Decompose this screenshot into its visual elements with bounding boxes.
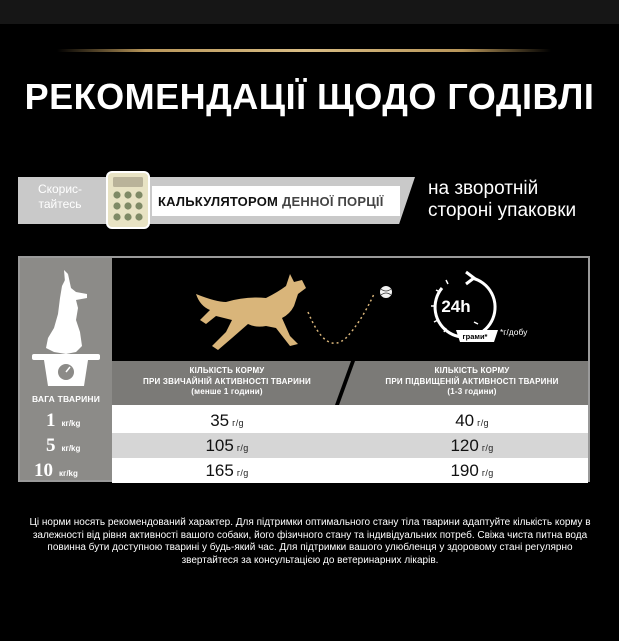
bowl-icon <box>456 330 498 342</box>
normal-header-line-1: КІЛЬКІСТЬ КОРМУ <box>189 366 265 375</box>
normal-value-cell <box>112 408 342 433</box>
calculator-label <box>152 186 400 216</box>
weight-value: 10 <box>34 460 53 481</box>
clock-per-day: *г/добу <box>500 327 528 337</box>
calculator-try-text: Скорис- тайтесь <box>37 182 83 211</box>
weight-unit: кг/kg <box>61 444 81 453</box>
page-title: РЕКОМЕНДАЦІЇ ЩОДО ГОДІВЛІ <box>24 76 595 117</box>
clock-hours: 24h <box>441 297 471 316</box>
weight-row-5 <box>20 433 112 458</box>
weight-row-1 <box>20 408 112 433</box>
ball-icon <box>380 286 392 298</box>
unit-label: г/g <box>481 443 494 453</box>
weight-header: ВАГА ТВАРИНИ <box>31 394 101 404</box>
high-header-line-1: КІЛЬКІСТЬ КОРМУ <box>434 366 510 375</box>
normal-value: 35 <box>210 411 230 430</box>
disclaimer-text: Ці норми носять рекомендований характер. Для підтримки оптимального стану тіла тварини адаптуйте кількість корму в залежності від рівня активності вашого собаки, його фізичного стану та індивідуальних потреб. Свіжа чиста питна вода повинна бути доступною тварині у будь-який час. Для підтримки вашого улюбленця у здоровому стані регулярно звертайтеся за консультацією до ветеринарних лікарів. <box>29 517 591 566</box>
weight-value: 5 <box>46 435 56 456</box>
gold-divider <box>57 49 551 52</box>
weight-value: 1 <box>46 410 56 431</box>
normal-value: 165 <box>205 461 234 480</box>
normal-header-line-3: (менше 1 години) <box>191 387 263 396</box>
high-value-cell <box>356 433 588 458</box>
clock-grams-label: грами* <box>462 332 488 341</box>
high-header-line-2: ПРИ ПІДВИЩЕНІЙ АКТИВНОСТІ ТВАРИНИ <box>385 376 559 386</box>
normal-value: 105 <box>205 436 234 455</box>
normal-header-line-2: ПРИ ЗВИЧАЙНІЙ АКТИВНОСТІ ТВАРИНИ <box>143 376 311 386</box>
high-value: 190 <box>450 461 479 480</box>
scale-icon <box>32 354 100 386</box>
unit-label: г/g <box>232 418 244 428</box>
normal-value-cell <box>112 458 342 483</box>
table-row <box>112 458 588 483</box>
high-value: 120 <box>450 436 479 455</box>
dog-silhouette-icon <box>24 268 108 388</box>
unit-label: г/g <box>236 443 249 453</box>
normal-activity-header <box>112 366 342 398</box>
unit-label: г/g <box>236 468 249 478</box>
normal-value-cell <box>112 433 342 458</box>
high-header-line-3: (1-3 години) <box>447 387 497 396</box>
weight-unit: кг/kg <box>59 469 78 478</box>
high-value-cell <box>356 408 588 433</box>
high-value: 40 <box>455 411 475 430</box>
calculator-grey-text: ДЕННОЇ ПОРЦІЇ <box>282 193 384 209</box>
calculator-back-text: на зворотній стороні упаковки <box>428 178 577 221</box>
clock-24h-icon <box>414 266 574 358</box>
table-row <box>112 433 588 458</box>
weight-row-10 <box>20 458 112 483</box>
high-value-cell <box>356 458 588 483</box>
top-band <box>0 0 619 24</box>
unit-label: г/g <box>477 418 489 428</box>
high-activity-header <box>356 366 588 398</box>
table-row <box>112 408 588 433</box>
calculator-bold-text: КАЛЬКУЛЯТОРОМ <box>158 193 279 209</box>
unit-label: г/g <box>481 468 494 478</box>
weight-unit: кг/kg <box>61 419 81 428</box>
running-dog-icon <box>186 266 406 358</box>
calculator-icon <box>104 168 152 230</box>
